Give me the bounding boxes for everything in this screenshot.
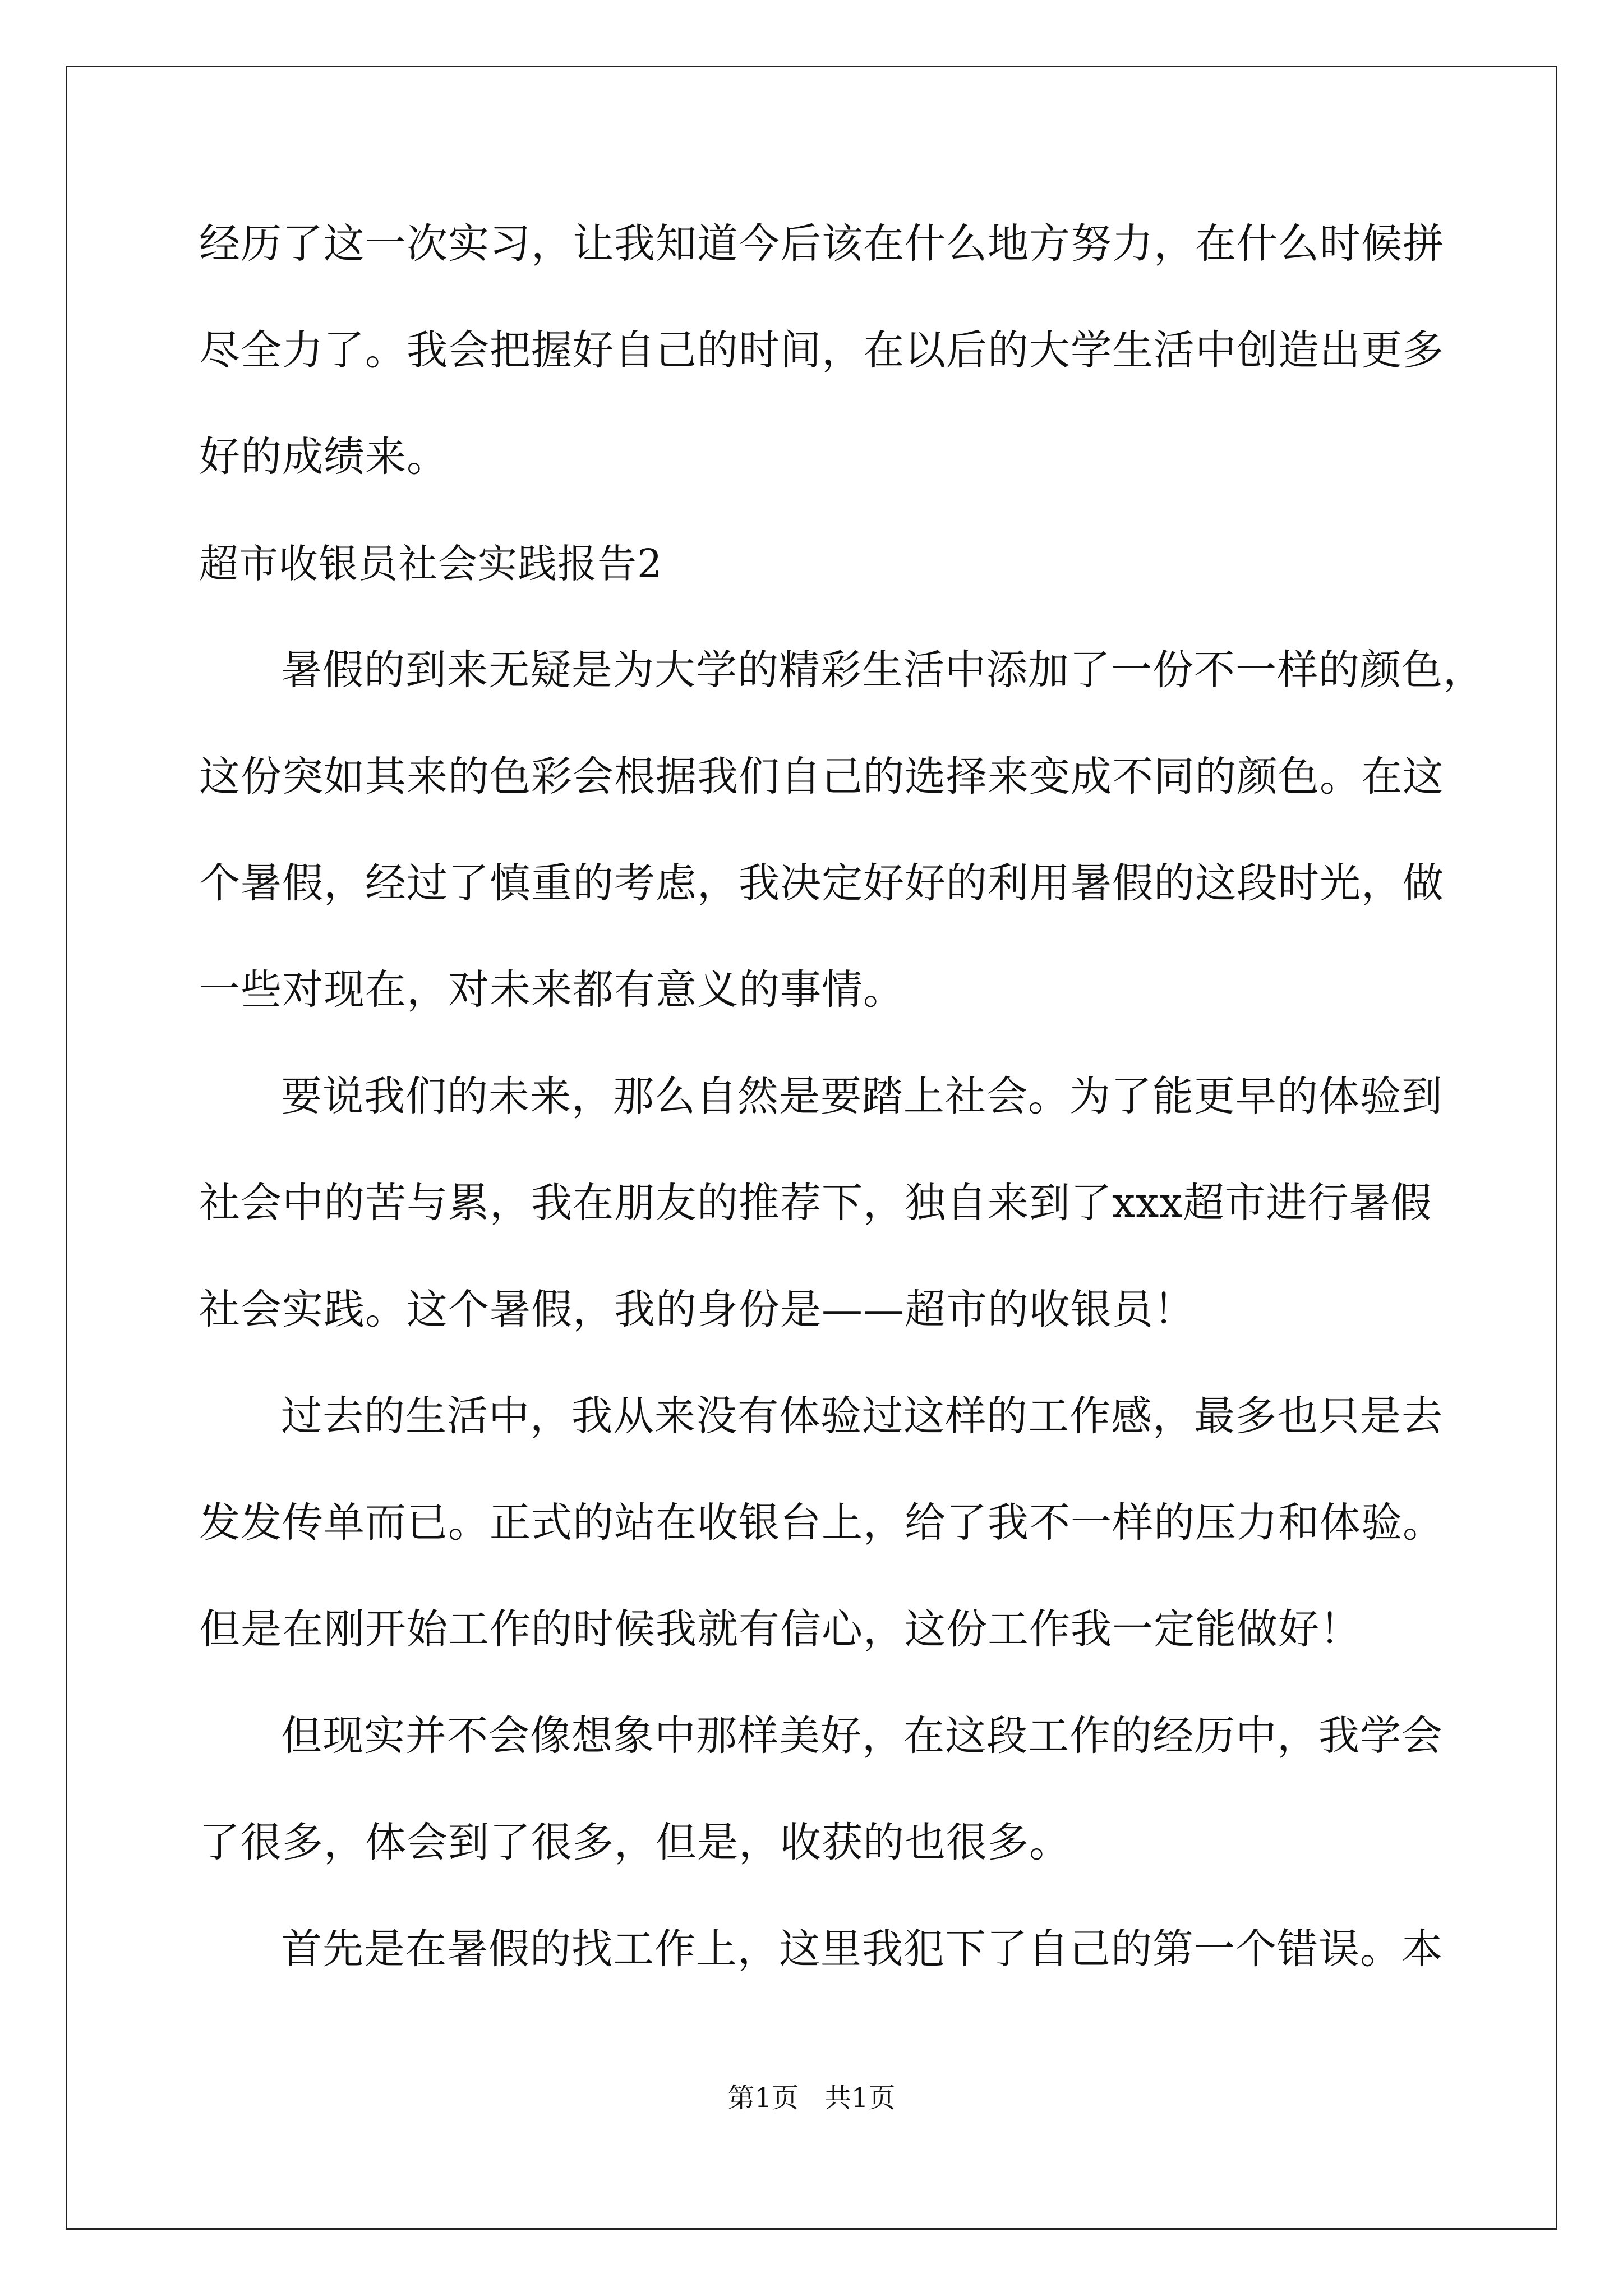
section-heading: 超市收银员社会实践报告2 bbox=[199, 541, 663, 587]
text-line: 过去的生活中，我从来没有体验过这样的工作感，最多也只是去 bbox=[281, 1392, 1443, 1440]
text-line: 首先是在暑假的找工作上，这里我犯下了自己的第一个错误。本 bbox=[281, 1925, 1443, 1973]
text-line: 经历了这一次实习，让我知道今后该在什么地方努力，在什么时候拼 bbox=[199, 220, 1444, 268]
text-line: 好的成绩来。 bbox=[199, 433, 448, 481]
text-line: 要说我们的未来，那么自然是要踏上社会。为了能更早的体验到 bbox=[281, 1073, 1443, 1120]
text-line: 社会中的苦与累，我在朋友的推荐下，独自来到了xxx超市进行暑假 bbox=[199, 1179, 1432, 1227]
text-line: 暑假的到来无疑是为大学的精彩生活中添加了一份不一样的颜色， bbox=[281, 646, 1484, 694]
page-number: 第1页 共1页 bbox=[727, 2082, 896, 2114]
page-border bbox=[66, 66, 1557, 2230]
text-line: 这份突如其来的色彩会根据我们自己的选择来变成不同的颜色。在这 bbox=[199, 753, 1444, 800]
text-line: 但是在刚开始工作的时候我就有信心，这份工作我一定能做好！ bbox=[199, 1605, 1361, 1653]
text-line: 尽全力了。我会把握好自己的时间，在以后的大学生活中创造出更多 bbox=[199, 326, 1444, 374]
text-line: 社会实践。这个暑假，我的身份是——超市的收银员！ bbox=[199, 1286, 1195, 1333]
text-line: 但现实并不会像想象中那样美好，在这段工作的经历中，我学会 bbox=[281, 1712, 1443, 1760]
text-line: 发发传单而已。正式的站在收银台上，给了我不一样的压力和体验。 bbox=[199, 1499, 1444, 1547]
text-line: 一些对现在，对未来都有意义的事情。 bbox=[199, 966, 905, 1014]
text-line: 了很多，体会到了很多，但是，收获的也很多。 bbox=[199, 1819, 1071, 1866]
text-line: 个暑假，经过了慎重的考虑，我决定好好的利用暑假的这段时光，做 bbox=[199, 859, 1444, 907]
